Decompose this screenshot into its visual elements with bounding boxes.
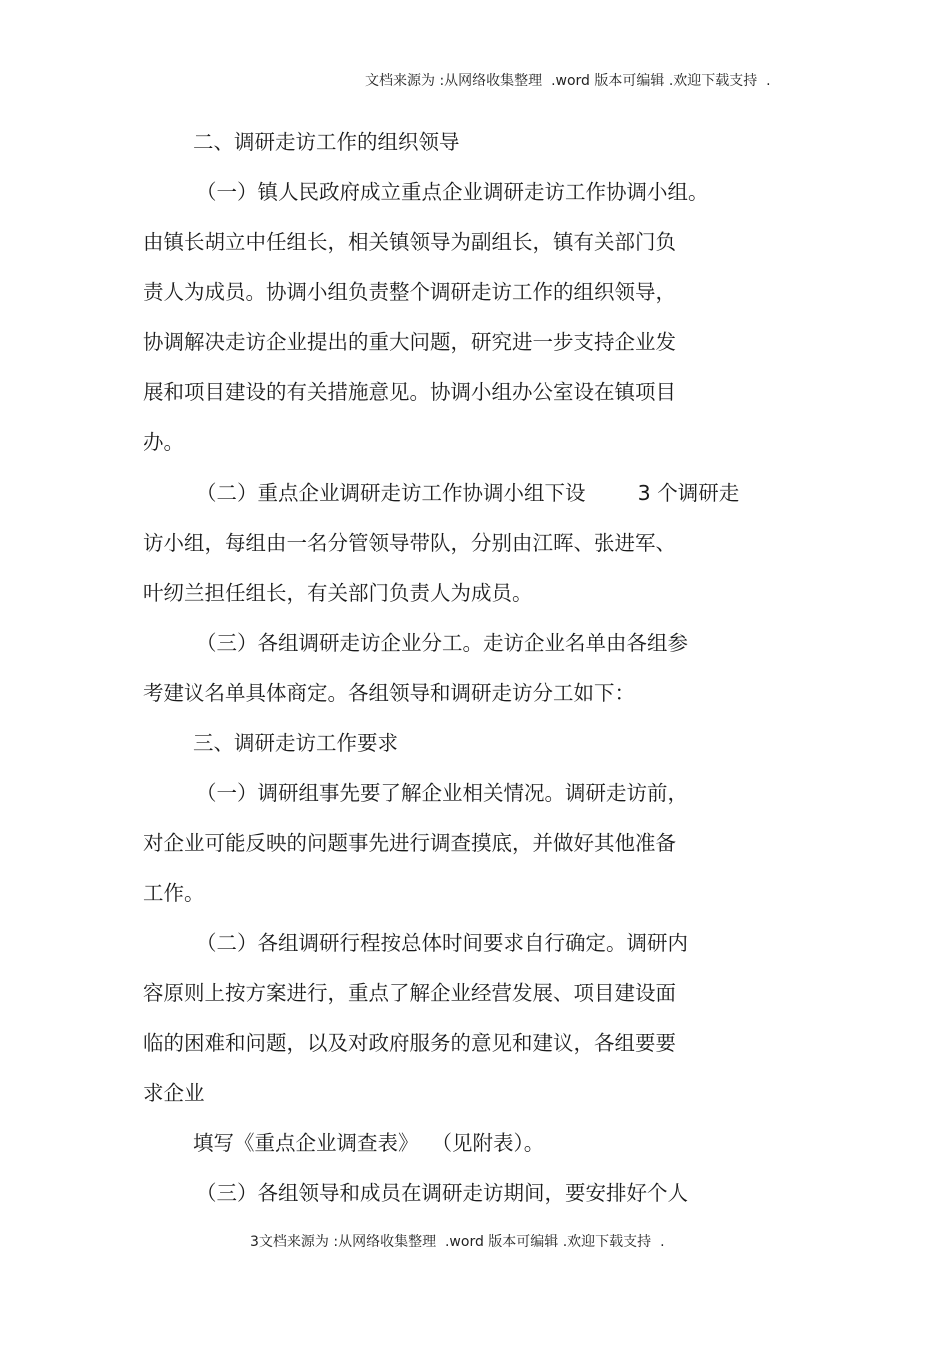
paragraph-line: 临的困难和问题，以及对政府服务的意见和建议，各组要要	[143, 1031, 676, 1055]
paragraph-line: （二）各组调研行程按总体时间要求自行确定。调研内	[196, 931, 688, 955]
paragraph-line: （一）镇人民政府成立重点企业调研走访工作协调小组。	[196, 180, 709, 204]
paragraph-line: 叶纫兰担任组长，有关部门负责人为成员。	[143, 581, 533, 605]
section-heading: 三、调研走访工作要求	[193, 731, 398, 755]
paragraph-line: （三）各组调研走访企业分工。走访企业名单由各组参	[196, 631, 688, 655]
paragraph-line: 填写《重点企业调查表》 （见附表）。	[193, 1131, 545, 1155]
section-heading: 二、调研走访工作的组织领导	[193, 130, 460, 154]
paragraph-line: （一）调研组事先要了解企业相关情况。调研走访前，	[196, 781, 688, 805]
paragraph-line: 展和项目建设的有关措施意见。协调小组办公室设在镇项目	[143, 380, 676, 404]
paragraph-line: 访小组，每组由一名分管领导带队，分别由江晖、张进军、	[143, 531, 676, 555]
paragraph-line: 责人为成员。协调小组负责整个调研走访工作的组织领导，	[143, 280, 676, 304]
paragraph-line: 考建议名单具体商定。各组领导和调研走访分工如下：	[143, 681, 635, 705]
paragraph-line: 容原则上按方案进行，重点了解企业经营发展、项目建设面	[143, 981, 676, 1005]
paragraph-line: 工作。	[143, 881, 205, 905]
paragraph-line: 协调解决走访企业提出的重大问题，研究进一步支持企业发	[143, 330, 676, 354]
page-footer: 3文档来源为 :从网络收集整理 .word 版本可编辑 .欢迎下载支持 .	[250, 1234, 665, 1250]
paragraph-line: 对企业可能反映的问题事先进行调查摸底，并做好其他准备	[143, 831, 676, 855]
page-header: 文档来源为 :从网络收集整理 .word 版本可编辑 .欢迎下载支持 .	[365, 73, 771, 89]
paragraph-line: （二）重点企业调研走访工作协调小组下设 3 个调研走	[196, 481, 740, 505]
paragraph-line: 求企业	[143, 1081, 205, 1105]
paragraph-line: 办。	[143, 430, 184, 454]
paragraph-line: 由镇长胡立中任组长，相关镇领导为副组长，镇有关部门负	[143, 230, 676, 254]
paragraph-line: （三）各组领导和成员在调研走访期间，要安排好个人	[196, 1181, 688, 1205]
